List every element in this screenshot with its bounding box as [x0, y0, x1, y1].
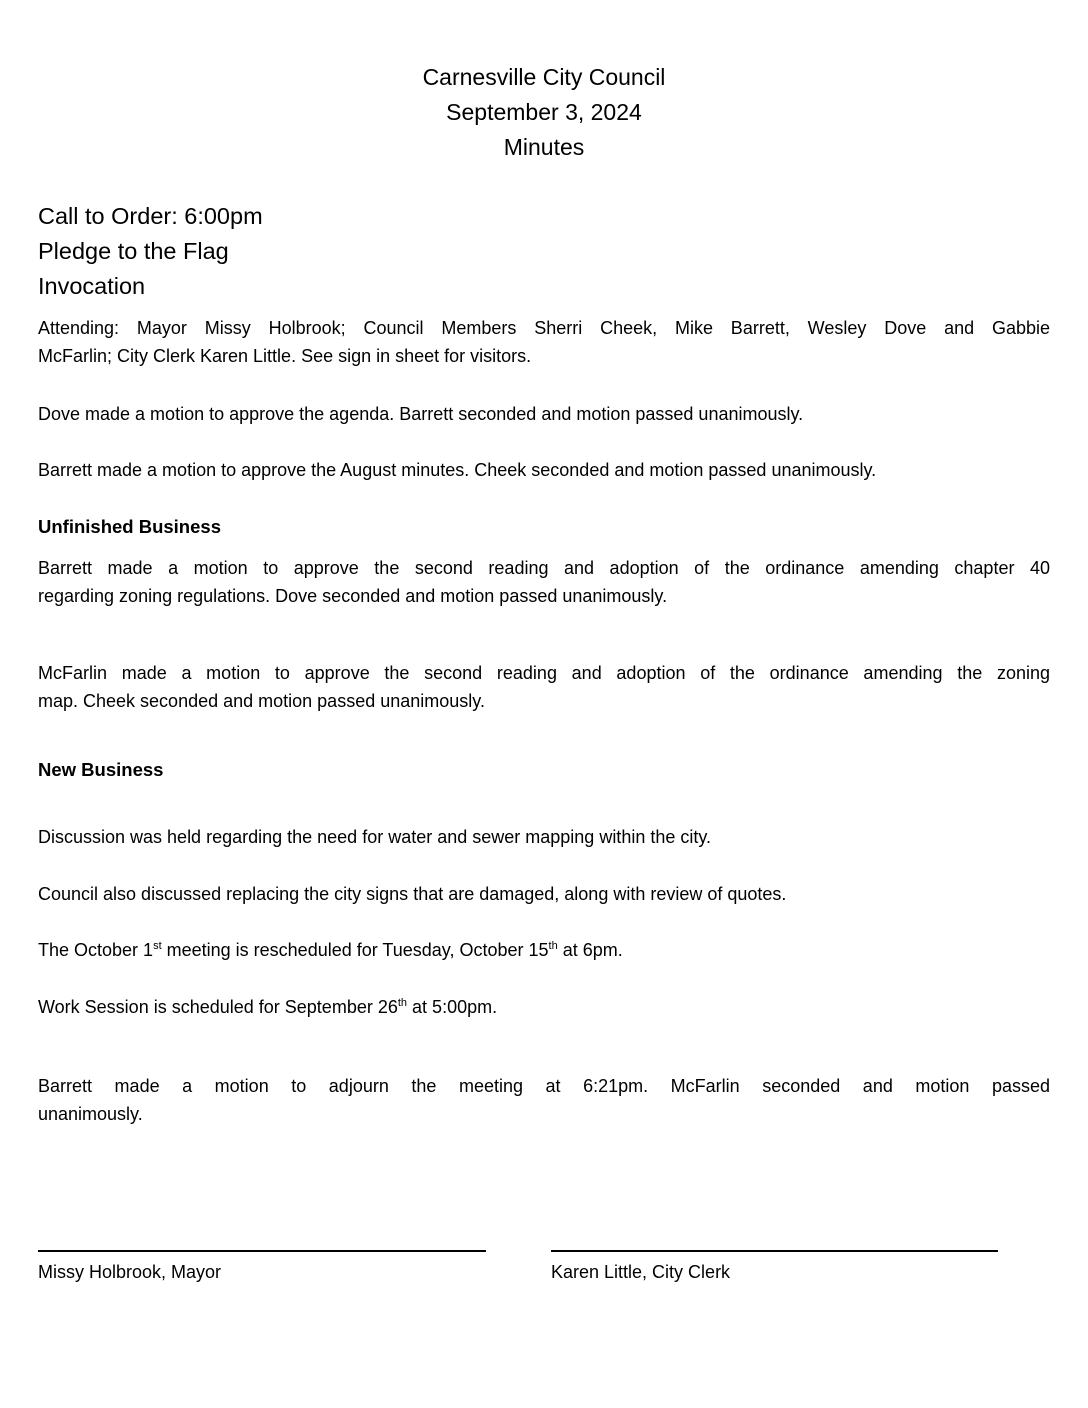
document-subtitle: Minutes	[503, 134, 585, 160]
clerk-signature-line	[551, 1250, 998, 1252]
reschedule-text-a: The October 1	[38, 940, 154, 960]
invocation: Invocation	[38, 273, 146, 299]
signs-discussion: Council also discussed replacing the city signs that are damaged, along with review of quotes.	[38, 884, 787, 904]
attending-line-1: Attending: Mayor Missy Holbrook; Council Members Sherri Cheek, Mike Barrett, Wesley Dove and Gabbie	[38, 318, 1050, 338]
new-business-heading: New Business	[38, 759, 164, 780]
motion-agenda: Dove made a motion to approve the agenda. Barrett seconded and motion passed unanimously.	[38, 404, 804, 424]
adjourn-paragraph	[38, 1072, 1050, 1128]
unfinished-item-2-line-1: McFarlin made a motion to approve the second reading and adoption of the ordinance amending the zoning	[38, 663, 1050, 683]
meeting-date: September 3, 2024	[446, 99, 642, 125]
call-to-order: Call to Order: 6:00pm	[38, 203, 263, 229]
reschedule-sup-2: th	[548, 940, 558, 952]
unfinished-business-heading: Unfinished Business	[38, 516, 221, 537]
work-session-text-a: Work Session is scheduled for September 26	[38, 997, 398, 1017]
mapping-discussion: Discussion was held regarding the need for water and sewer mapping within the city.	[38, 827, 712, 847]
pledge: Pledge to the Flag	[38, 238, 229, 264]
adjourn-line-2: unanimously.	[38, 1104, 143, 1124]
motion-minutes: Barrett made a motion to approve the August minutes. Cheek seconded and motion passed unanimously.	[38, 460, 877, 480]
meeting-reschedule	[38, 936, 1050, 964]
work-session-sup: th	[397, 997, 408, 1009]
unfinished-item-2	[38, 659, 1050, 715]
document-title: Carnesville City Council	[422, 64, 666, 90]
attending-line-2: McFarlin; City Clerk Karen Little. See sign in sheet for visitors.	[38, 346, 532, 366]
work-session-text-b: at 5:00pm.	[407, 997, 498, 1017]
adjourn-line-1: Barrett made a motion to adjourn the meeting at 6:21pm. McFarlin seconded and motion passed	[38, 1076, 1050, 1096]
reschedule-sup-1: st	[153, 940, 162, 952]
unfinished-item-2-line-2: map. Cheek seconded and motion passed unanimously.	[38, 691, 485, 711]
attending-paragraph	[38, 314, 1050, 370]
unfinished-item-1-line-1: Barrett made a motion to approve the second reading and adoption of the ordinance amending chapter 40	[38, 558, 1050, 578]
work-session	[38, 993, 1050, 1021]
clerk-signature-label: Karen Little, City Clerk	[551, 1262, 731, 1282]
mayor-signature-label: Missy Holbrook, Mayor	[38, 1262, 222, 1282]
mayor-signature-line	[38, 1250, 486, 1252]
reschedule-text-c: at 6pm.	[557, 940, 623, 960]
unfinished-item-1	[38, 554, 1050, 610]
unfinished-item-1-line-2: regarding zoning regulations. Dove seconded and motion passed unanimously.	[38, 586, 668, 606]
reschedule-text-b: meeting is rescheduled for Tuesday, October 15	[161, 940, 549, 960]
